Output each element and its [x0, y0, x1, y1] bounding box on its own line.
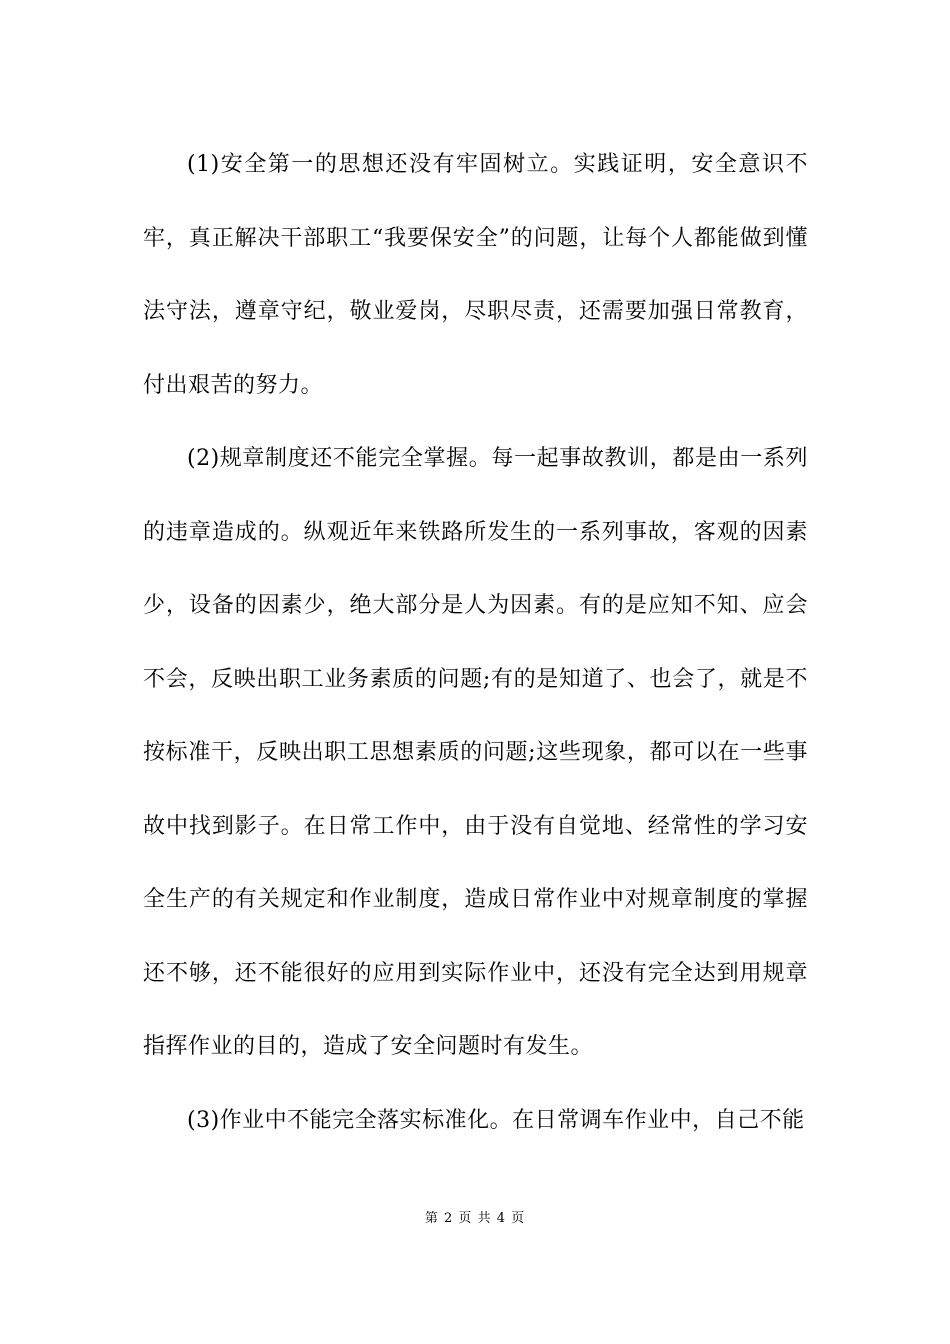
paragraph-2: (2)规章制度还不能完全掌握。每一起事故教训，都是由一系列的违章造成的。纵观近年来铁路所发生的一系列事故，客观的因素少，设备的因素少，绝大部分是人为因素。有的是应知不知、应会不会，反映出职工业务素质的问题;有的是知道了、也会了，就是不按标准干，反映出职工思想素质的问题;这些现象，都可以在一些事故中找到影子。在日常工作中，由于没有自觉地、经常性的学习安全生产的有关规定和作业制度，造成日常作业中对规章制度的掌握还不够，还不能很好的应用到实际作业中，还没有完全达到用规章指挥作业的目的，造成了安全问题时有发生。 [143, 446, 808, 1059]
body-text [143, 128, 808, 1157]
paragraph-1: (1)安全第一的思想还没有牢固树立。实践证明，安全意识不牢，真正解决干部职工“我要保安全”的问题，让每个人都能做到懂法守法，遵章守纪，敬业爱岗，尽职尽责，还需要加强日常教育，付出艰苦的努力。 [143, 152, 808, 398]
page-footer: 第 2 页 共 4 页 [424, 1211, 526, 1226]
paragraph-3: (3)作业中不能完全落实标准化。在日常调车作业中，自己不能 [187, 1107, 805, 1133]
